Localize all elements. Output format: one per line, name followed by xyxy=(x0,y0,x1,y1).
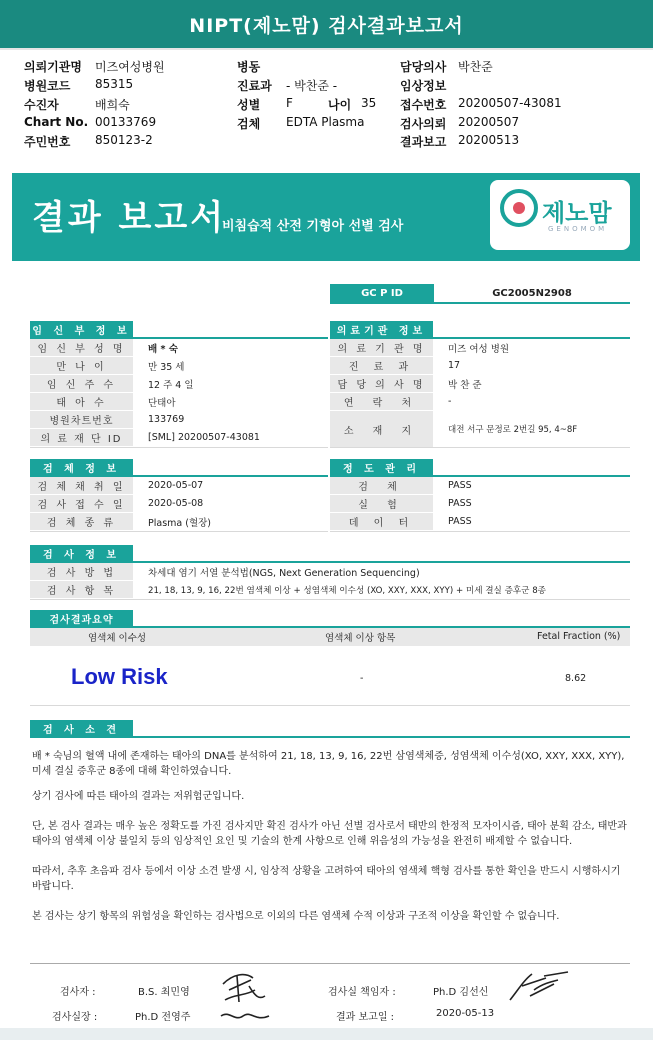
table-bottom-line xyxy=(330,531,630,532)
header-value: 박찬준 xyxy=(458,60,493,74)
header-value: 20200507 xyxy=(458,115,520,129)
findings-paragraph: 따라서, 추후 초음파 검사 등에서 이상 소견 발생 시, 임상적 상황을 고려하여 태아의 염색체 핵형 검사를 통한 확인을 반드시 시행하시기 바랍니다. xyxy=(32,866,621,892)
lab-head-label: 검사실 책임자 : xyxy=(328,987,396,998)
field-label: 담 당 의 사 명 xyxy=(330,375,433,392)
header-item: 담당의사 xyxy=(400,60,447,74)
field-label: 실 험 xyxy=(330,495,433,512)
tester-label: 검사자 : xyxy=(60,987,96,998)
header-item: 진료과 xyxy=(237,79,272,93)
header-value: - 박찬준 - xyxy=(286,79,338,93)
test-info-section-title: 검 사 정 보 xyxy=(30,545,133,561)
field-label: 병원차트번호 xyxy=(30,411,133,428)
summary-section-title: 검사결과요약 xyxy=(30,610,133,626)
table-bottom-line xyxy=(330,447,630,448)
header-item: 접수번호 xyxy=(400,98,447,112)
result-fetal-fraction: 8.62 xyxy=(565,673,587,684)
title-divider xyxy=(0,48,653,50)
header-item: Chart No. xyxy=(24,115,89,129)
gcpid-value: GC2005N2908 xyxy=(492,287,572,299)
field-label: 태 아 수 xyxy=(30,393,133,410)
table-bottom-line xyxy=(30,447,328,448)
report-title: NIPT(제노맘) 검사결과보고서 xyxy=(0,0,653,48)
header-value: 20200513 xyxy=(458,133,520,147)
header-value: 85315 xyxy=(95,77,134,91)
field-label: 검 체 채 취 일 xyxy=(30,477,133,494)
table-bottom-line xyxy=(30,599,630,600)
field-value: 12 주 4 일 xyxy=(148,379,194,391)
report-date-value: 2020-05-13 xyxy=(436,1008,495,1019)
field-value: 133769 xyxy=(148,414,185,425)
field-label: 검 사 항 목 xyxy=(30,581,133,598)
header-item: 나이 xyxy=(328,98,352,112)
result-abnormal: - xyxy=(360,673,364,684)
field-label: 진 료 과 xyxy=(330,357,433,374)
summary-col-fetal-fraction: Fetal Fraction (%) xyxy=(537,631,621,642)
section-line xyxy=(30,736,630,738)
field-value: [SML] 20200507-43081 xyxy=(148,432,260,443)
header-item: 검사의뢰 xyxy=(400,117,447,131)
field-label: 소 재 지 xyxy=(330,411,433,447)
field-value: 대전 서구 문정로 2번길 95, 4~8F xyxy=(448,424,578,435)
field-value: PASS xyxy=(448,480,472,491)
header-item: 주민번호 xyxy=(24,135,71,149)
lab-chief-name: Ph.D 전영주 xyxy=(135,1012,191,1023)
header-value: 00133769 xyxy=(95,115,157,129)
field-value: 차세대 염기 서열 분석법(NGS, Next Generation Sequencing) xyxy=(148,567,420,579)
field-value: 단태아 xyxy=(148,397,176,409)
header-item: 의뢰기관명 xyxy=(24,60,82,74)
header-item: 병동 xyxy=(237,60,261,74)
gcpid-line xyxy=(330,302,630,304)
field-label: 의 료 재 단 ID xyxy=(30,429,133,446)
field-value: 2020-05-08 xyxy=(148,498,204,509)
header-item: 검체 xyxy=(237,117,261,131)
logo-dot-icon xyxy=(513,202,525,214)
tester-signature xyxy=(215,966,275,1028)
header-value: 35 xyxy=(361,96,377,110)
qc-section-title: 정 도 관 리 xyxy=(330,459,433,475)
field-label: 의 료 기 관 명 xyxy=(330,339,433,356)
header-item: 임상정보 xyxy=(400,79,447,93)
findings-paragraph: 배 * 숙님의 혈액 내에 존재하는 태아의 DNA를 분석하여 21, 18, 13, 9, 16, 22번 삼염색체증, 성염색체 이수성(XO, XXY, XXX, XYY), 미세 결실 증후군 8종에 대해 확인하였습니다. xyxy=(32,751,625,777)
header-value: EDTA Plasma xyxy=(286,115,365,129)
pregnant-section-title: 임 신 부 정 보 xyxy=(30,321,133,337)
field-label: 검 사 접 수 일 xyxy=(30,495,133,512)
header-item: 병원코드 xyxy=(24,79,71,93)
field-value: - xyxy=(448,396,452,407)
field-value: PASS xyxy=(448,516,472,527)
banner-subtitle: 비침습적 산전 기형아 선별 검사 xyxy=(222,219,404,234)
result-low-risk: Low Risk xyxy=(71,664,168,689)
findings-paragraph: 단, 본 검사 결과는 매우 높은 정확도를 가진 검사지만 확진 검사가 아닌 선별 검사로서 태반의 한정적 모자이시즘, 태아 분획 감소, 태반과 태아의 염색체 이상 불일치 등의 임상적인 요인 및 기술의 한계 사항으로 인해 위음성의 가능성을 완전히 배제할 수 없습니다. xyxy=(32,821,627,847)
findings-section-title: 검 사 소 견 xyxy=(30,720,133,736)
table-bottom-line xyxy=(30,531,328,532)
signature-divider xyxy=(30,963,630,964)
page-footer-band xyxy=(0,1028,653,1040)
field-value: 만 35 세 xyxy=(148,361,185,373)
field-label: 검 체 xyxy=(330,477,433,494)
findings-paragraph: 본 검사는 상기 항목의 위험성을 확인하는 검사법으로 이외의 다른 염색체 수적 이상과 구조적 이상을 확인할 수 없습니다. xyxy=(32,911,560,922)
field-value: 배 * 숙 xyxy=(148,343,178,355)
specimen-section-title: 검 체 정 보 xyxy=(30,459,133,475)
field-label: 임 신 부 성 명 xyxy=(30,339,133,356)
field-value: 2020-05-07 xyxy=(148,480,204,491)
header-item: 성별 xyxy=(237,98,261,112)
gcpid-label: GC P ID xyxy=(330,284,434,302)
field-value: 박 찬 준 xyxy=(448,379,482,391)
lab-head-signature xyxy=(504,966,574,1006)
institution-section-title: 의료기관 정보 xyxy=(330,321,433,337)
lab-chief-label: 검사실장 : xyxy=(52,1012,98,1023)
header-value: F xyxy=(286,96,293,110)
report-date-label: 결과 보고일 : xyxy=(336,1012,395,1023)
field-label: 검 체 종 류 xyxy=(30,513,133,530)
logo-subtext: GENOMOM xyxy=(548,225,608,233)
field-value: PASS xyxy=(448,498,472,509)
header-item: 수진자 xyxy=(24,98,59,112)
header-value: 850123-2 xyxy=(95,133,153,147)
field-value: Plasma (혈장) xyxy=(148,517,212,529)
header-value: 20200507-43081 xyxy=(458,96,562,110)
field-value: 21, 18, 13, 9, 16, 22번 염색체 이상 + 성염색체 이수성 (XO, XXY, XXX, XYY) + 미세 결실 증후군 8종 xyxy=(148,585,546,596)
findings-paragraph: 상기 검사에 따른 태아의 결과는 저위험군입니다. xyxy=(32,791,245,802)
field-label: 만 나 이 xyxy=(30,357,133,374)
field-label: 임 신 주 수 xyxy=(30,375,133,392)
field-value: 17 xyxy=(448,360,461,371)
header-value: 미즈여성병원 xyxy=(95,60,165,74)
banner-title: 결과 보고서 xyxy=(32,198,227,238)
summary-col-aneuploidy: 염색체 이수성 xyxy=(88,632,147,644)
table-bottom-line xyxy=(30,705,630,706)
logo-text: 제노맘 xyxy=(542,199,612,227)
field-label: 검 사 방 법 xyxy=(30,563,133,580)
field-label: 연 락 처 xyxy=(330,393,433,410)
tester-name: B.S. 최민영 xyxy=(138,987,190,998)
summary-col-abnormal: 염색체 이상 항목 xyxy=(325,632,396,644)
lab-head-name: Ph.D 김선신 xyxy=(433,987,489,998)
header-item: 결과보고 xyxy=(400,135,447,149)
field-value: 미즈 여성 병원 xyxy=(448,343,510,355)
header-value: 배희숙 xyxy=(95,98,130,112)
field-label: 데 이 터 xyxy=(330,513,433,530)
